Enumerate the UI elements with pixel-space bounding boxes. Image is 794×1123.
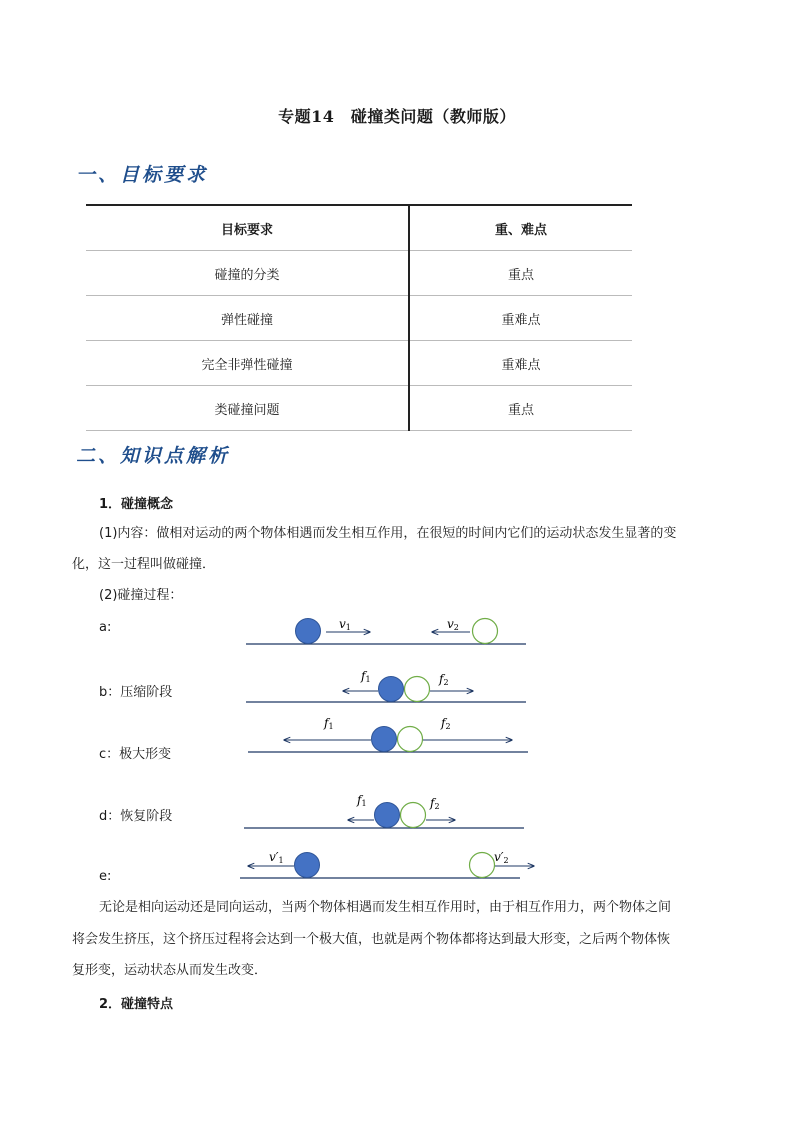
- label-f2: f2: [439, 672, 449, 687]
- subheading-collision-features: 2．碰撞特点: [99, 997, 174, 1012]
- table-cell: 碰撞的分类: [86, 251, 409, 296]
- page-title: 专题14 碰撞类问题（教师版）: [278, 107, 516, 126]
- stage-a-diagram: [246, 617, 526, 644]
- ball-b-hollow: [398, 727, 423, 752]
- stage-c-diagram: [248, 716, 528, 752]
- label-v1-prime: v′1: [269, 850, 284, 865]
- table-header-cell: 目标要求: [86, 205, 409, 251]
- table-cell: 重点: [409, 251, 632, 296]
- section-heading-knowledge: 二、知识点解析: [76, 445, 231, 467]
- table-cell: 类碰撞问题: [86, 386, 409, 431]
- ball-a-filled: [296, 619, 321, 644]
- paragraph-process-label: (2)碰撞过程：: [99, 588, 183, 603]
- label-f2: f2: [430, 796, 440, 811]
- table-cell: 弹性碰撞: [86, 296, 409, 341]
- label-v2: v2: [447, 617, 459, 632]
- stage-e-diagram: [240, 850, 534, 878]
- stage-label-b: b：压缩阶段: [99, 685, 173, 700]
- stage-d-diagram: [244, 793, 524, 828]
- ball-b-hollow: [470, 853, 495, 878]
- label-v2-prime: v′2: [494, 850, 509, 865]
- label-f1: f1: [357, 793, 367, 808]
- stage-label-e: e:: [99, 869, 112, 884]
- stage-label-a: a:: [99, 620, 112, 635]
- ball-a-filled: [375, 803, 400, 828]
- table-header-cell: 重、难点: [409, 205, 632, 251]
- ball-b-hollow: [405, 677, 430, 702]
- table-cell: 重难点: [409, 296, 632, 341]
- paragraph-explanation-line: 复形变，运动状态从而发生改变．: [72, 963, 268, 978]
- ball-a-filled: [372, 727, 397, 752]
- subheading-collision-concept: 1．碰撞概念: [99, 497, 174, 512]
- table-cell: 重点: [409, 386, 632, 431]
- paragraph-explanation-line: 无论是相向运动还是同向运动，当两个物体相遇而发生相互作用时，由于相互作用力，两个物体之间: [99, 900, 672, 915]
- label-f1: f1: [324, 716, 334, 731]
- section-heading-goals: 一、目标要求: [76, 164, 209, 186]
- ball-b-hollow: [401, 803, 426, 828]
- stage-label-d: d：恢复阶段: [99, 809, 173, 824]
- ball-a-filled: [295, 853, 320, 878]
- table-cell: 重难点: [409, 341, 632, 386]
- label-f1: f1: [361, 669, 371, 684]
- paragraph-content-line: (1)内容：做相对运动的两个物体相遇而发生相互作用，在很短的时间内它们的运动状态发生显著的变: [99, 526, 677, 541]
- ball-a-filled: [379, 677, 404, 702]
- label-v1: v1: [339, 617, 351, 632]
- stage-b-diagram: [246, 669, 526, 702]
- table-cell: 完全非弹性碰撞: [86, 341, 409, 386]
- stage-label-c: c：极大形变: [99, 747, 172, 762]
- paragraph-content-line: 化，这一过程叫做碰撞．: [72, 557, 216, 572]
- paragraph-explanation-line: 将会发生挤压，这个挤压过程将会达到一个极大值，也就是两个物体都将达到最大形变，之后两个物体恢: [72, 932, 671, 947]
- label-f2: f2: [441, 716, 451, 731]
- ball-b-hollow: [473, 619, 498, 644]
